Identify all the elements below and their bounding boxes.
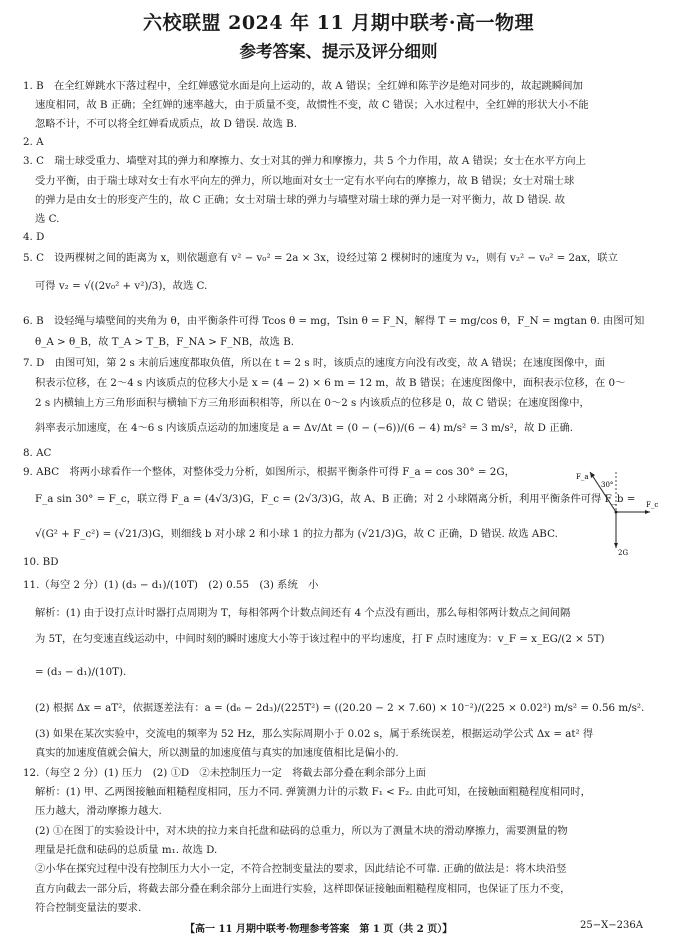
answer-7-line: 2 s 内横轴上方三角形面积与横轴下方三角形面积相等，所以在 0～2 s 内该质点的位移是 0，故 C 错误；在速度图像中， <box>35 397 590 409</box>
answer-7-line: 积表示位移，在 2～4 s 内该质点的位移大小是 x = (4 − 2) × 6 m = 12 m，故 B 错误；在速度图像中，面积表示位移，在 0～ <box>35 377 626 389</box>
force-fa-arrow <box>590 472 616 512</box>
answer-3-line: 受力平衡，由于瑞士球对女士有水平向左的弹力，所以地面对女士一定有水平向右的摩擦力，故 B 错误；女士对瑞士球 <box>35 175 575 187</box>
force-diagram <box>576 470 659 557</box>
g-arrowhead <box>614 543 618 548</box>
answer-1-line: 1. B 在全红婵跳水下落过程中，全红婵感觉水面是向上运动的，故 A 错误；全红婵和陈芋汐是绝对同步的，故起跳瞬间加 <box>23 80 583 92</box>
answer-12-line: (2) ①在图丁的实验设计中，对木块的拉力来自托盘和砝码的总重力，所以为了测量木块的滑动摩擦力，需要测量的物 <box>35 825 568 837</box>
answer-11-line: (3) 如果在某次实验中，交流电的频率为 52 Hz，那么实际周期小于 0.02 s，属于系统误差，根据运动学公式 Δx = at² 得 <box>35 728 594 740</box>
footer-title: 【高一 11 月期中联考·物理参考答案 第 1 页（共 2 页）】 <box>185 924 453 935</box>
answer-10-line: 10. BD <box>23 556 59 568</box>
answer-12-line: ②小华在探究过程中没有控制压力大小一定，不符合控制变量法的要求，因此结论不可靠. 正确的做法是：将木块沿竖 <box>35 863 567 875</box>
answer-11-line: 真实的加速度值就会偏大，所以测量的加速度值与真实的加速度值相比是偏小的. <box>35 747 399 759</box>
fc-label: F_c <box>646 501 659 509</box>
answer-1-line: 速度相同，故 B 正确；全红婵的速率越大，由于质量不变，故惯性不变，故 C 错误；入水过程中，全红婵的形状大小不能 <box>35 99 589 111</box>
fa-arrowhead <box>590 472 595 478</box>
answer-5-line: 5. C 设两棵树之间的距离为 x，则依题意有 v² − v₀² = 2a × 3x，设经过第 2 棵树时的速度为 v₂，则有 v₂² − v₀² = 2ax，联立 <box>23 252 618 264</box>
answer-3-line: 选 C. <box>35 213 60 225</box>
joint-point <box>615 511 618 514</box>
answer-4-line: 4. D <box>23 231 45 243</box>
page-subtitle: 参考答案、提示及评分细则 <box>239 42 438 61</box>
answer-8-line: 8. AC <box>23 447 52 459</box>
answer-2-line: 2. A <box>23 136 44 148</box>
answer-12-line: 压力越大，滑动摩擦力越大. <box>35 805 162 817</box>
answer-11-line: = (d₃ − d₁)/(10T). <box>35 666 127 678</box>
answer-11-line: (2) 根据 Δx = aT²，依据逐差法有：a = (d₆ − 2d₃)/(225T²) = ((20.20 − 2 × 7.60) × 10⁻²)/(225 × 0.02²) m/s² = 0.56 m/s². <box>35 702 645 714</box>
page-title: 六校联盟 2024 年 11 月期中联考·高一物理 <box>143 12 534 34</box>
answer-12-line: 直方向截去一部分后，将截去部分叠在剩余部分上面进行实验，这样即保证接触面粗糙程度相同，也保证了压力不变， <box>35 883 571 895</box>
answer-1-line: 忽略不计，不可以将全红婵看成质点，故 D 错误. 故选 B. <box>35 118 297 130</box>
answer-11-line: 为 5T，在匀变速直线运动中，中间时刻的瞬时速度大小等于该过程中的平均速度，打 F 点时速度为：v_F = x_EG/(2 × 5T) <box>35 633 605 645</box>
answer-5-line: 可得 v₂ = √((2v₀² + v²)/3)，故选 C. <box>35 280 208 292</box>
gravity-label: 2G <box>618 549 629 557</box>
answer-3-line: 3. C 瑞士球受重力、墙壁对其的弹力和摩擦力、女士对其的弹力和摩擦力，共 5 个力作用，故 A 错误；女士在水平方向上 <box>23 155 586 167</box>
answer-9-line: F_a sin 30° = F_c，联立得 F_a = (4√3/3)G，F_c = (2√3/3)G，故 A、B 正确；对 2 小球隔离分析，利用平衡条件可得 F_b = <box>35 493 636 505</box>
answer-6-line: θ_A > θ_B，故 T_A > T_B，F_NA > F_NB，故选 B. <box>35 336 295 348</box>
answer-9-line: √(G² + F_c²) = (√21/3)G，则细线 b 对小球 2 和小球 1 的拉力都为 (√21/3)G，故 C 正确，D 错误. 故选 ABC. <box>35 528 558 540</box>
answer-12-line: 理量是托盘和砝码的总质量 m₁. 故选 D. <box>35 844 218 856</box>
answer-11-line: 解析：(1) 由于设打点计时器打点周期为 T，每相邻两个计数点间还有 4 个点没有画出，那么每相邻两计数点之间间隔 <box>35 607 571 619</box>
answer-12-line: 解析：(1) 甲、乙两图接触面粗糙程度相同，压力不同. 弹簧测力计的示数 F₁ < F₂. 由此可知，在接触面粗糙程度相同时， <box>35 786 591 798</box>
angle-label: 30° <box>601 481 614 489</box>
answer-7-line: 7. D 由图可知，第 2 s 末前后速度都取负值，所以在 t = 2 s 时，该质点的速度方向没有改变，故 A 错误；在速度图像中，面 <box>23 357 605 369</box>
footer-code: 25−X−236A <box>580 920 643 931</box>
answer-9-line: 9. ABC 将两小球看作一个整体，对整体受力分析，如图所示，根据平衡条件可得 F_a = cos 30° = 2G， <box>23 466 515 478</box>
fc-arrowhead <box>645 510 650 514</box>
fa-label: F_a <box>576 473 589 481</box>
answer-3-line: 的弹力是由女士的形变产生的，故 C 正确；女士对瑞士球的弹力与墙壁对瑞士球的弹力是一对平衡力，故 D 错误. 故 <box>35 194 566 206</box>
answer-7-line: 斜率表示加速度，在 4～6 s 内该质点运动的加速度是 a = Δv/Δt = (0 − (−6))/(6 − 4) m/s² = 3 m/s²，故 D 正确. <box>35 422 574 434</box>
answer-6-line: 6. B 设轻绳与墙壁间的夹角为 θ，由平衡条件可得 Tcos θ = mg，Tsin θ = F_N，解得 T = mg/cos θ，F_N = mgtan θ. 由图可知 <box>23 315 645 327</box>
answer-12-line: 符合控制变量法的要求. <box>35 902 142 914</box>
answer-12-line: 12.（每空 2 分）(1) 压力 (2) ①D ②未控制压力一定 将截去部分叠在剩余部分上面 <box>23 767 426 779</box>
answer-11-line: 11.（每空 2 分）(1) (d₃ − d₁)/(10T) (2) 0.55 (3) 系统 小 <box>23 579 319 591</box>
